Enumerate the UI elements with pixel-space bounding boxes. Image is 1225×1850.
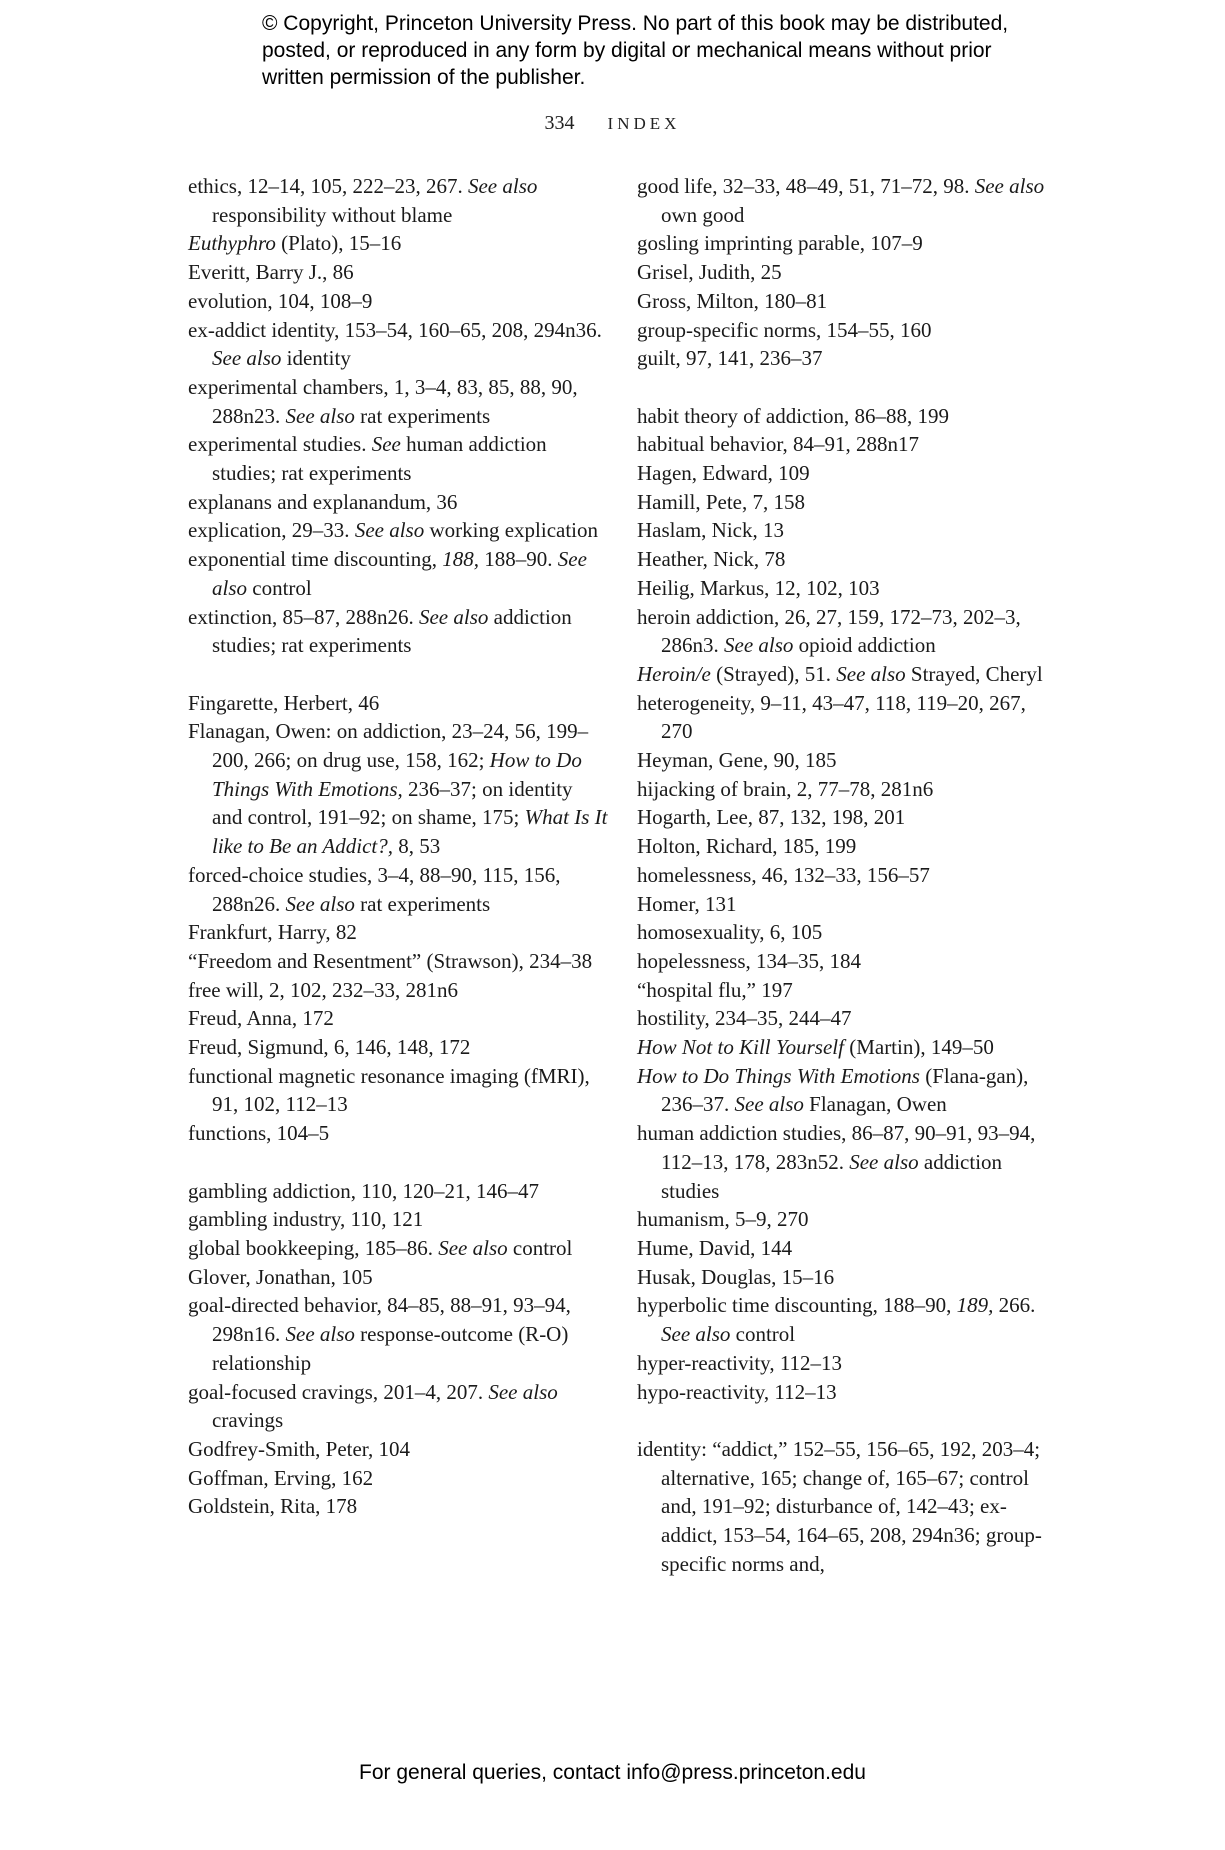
index-entry: good life, 32–33, 48–49, 51, 71–72, 98. See also own good [637, 174, 1045, 227]
index-entry: hopelessness, 134–35, 184 [637, 948, 861, 973]
footer-contact: For general queries, contact info@press.princeton.edu [359, 1761, 866, 1784]
index-entry: Everitt, Barry J., 86 [188, 260, 354, 285]
index-entry: Homer, 131 [637, 891, 737, 916]
index-entry: Grisel, Judith, 25 [637, 260, 782, 285]
index-entry: hypo-reactivity, 112–13 [637, 1379, 837, 1404]
letter-group-gap [637, 373, 1057, 402]
index-entry: Gross, Milton, 180–81 [637, 288, 828, 313]
index-entry: Fingarette, Herbert, 46 [188, 690, 380, 715]
index-entry: goal-focused cravings, 201–4, 207. See also cravings [188, 1379, 558, 1433]
letter-group-gap [188, 1148, 608, 1177]
index-entry: Hume, David, 144 [637, 1236, 793, 1260]
letter-group-gap [637, 1406, 1057, 1435]
index-entry: Goffman, Erving, 162 [188, 1465, 374, 1490]
section-title: INDEX [607, 114, 681, 133]
index-entry: experimental chambers, 1, 3–4, 83, 85, 88, 90, 288n23. See also rat experiments [188, 374, 578, 428]
index-entry: explication, 29–33. See also working explication [188, 518, 599, 543]
index-column-right [637, 172, 1057, 1578]
index-entry: gosling imprinting parable, 107–9 [637, 231, 923, 256]
index-entry: ex-addict identity, 153–54, 160–65, 208, 294n36. See also identity [188, 317, 602, 371]
index-entry: Hogarth, Lee, 87, 132, 198, 201 [637, 805, 906, 830]
index-column-left [188, 172, 608, 1521]
index-entry: Flanagan, Owen: on addiction, 23–24, 56, 199–200, 266; on drug use, 158, 162; How to Do Things With Emotions, 236–37; on identity and control, 191–92; on shame, 175; What Is It like to Be an Addict?, 8, 53 [188, 719, 608, 859]
index-entry: Holton, Richard, 185, 199 [637, 834, 857, 859]
index-entry: group-specific norms, 154–55, 160 [637, 317, 932, 342]
index-entry: explanans and explanandum, 36 [188, 489, 458, 514]
index-entry: functions, 104–5 [188, 1121, 330, 1146]
index-entry: human addiction studies, 86–87, 90–91, 93–94, 112–13, 178, 283n52. See also addiction studies [637, 1121, 1036, 1203]
index-entry: experimental studies. See human addiction studies; rat experiments [188, 432, 547, 486]
index-entry: habit theory of addiction, 86–88, 199 [637, 403, 950, 428]
letter-group-gap [188, 660, 608, 689]
index-entry: Heilig, Markus, 12, 102, 103 [637, 575, 880, 600]
index-entry: Heather, Nick, 78 [637, 547, 786, 572]
index-entry: exponential time discounting, 188, 188–90. See also control [188, 547, 587, 600]
index-entry: heroin addiction, 26, 27, 159, 172–73, 202–3, 286n3. See also opioid addiction [637, 604, 1021, 658]
index-entry: Glover, Jonathan, 105 [188, 1264, 373, 1289]
index-entry: gambling industry, 110, 121 [188, 1207, 424, 1232]
index-entry: Goldstein, Rita, 178 [188, 1494, 358, 1519]
index-entry: hostility, 234–35, 244–47 [637, 1006, 852, 1031]
index-entry: “Freedom and Resentment” (Strawson), 234–38 [188, 948, 593, 973]
index-entry: hyperbolic time discounting, 188–90, 189, 266. See also control [637, 1293, 1036, 1347]
index-entry: Husak, Douglas, 15–16 [637, 1264, 835, 1289]
index-entry: “hospital flu,” 197 [637, 977, 793, 1002]
index-entry: functional magnetic resonance imaging (fMRI), 91, 102, 112–13 [188, 1063, 590, 1117]
index-entry: guilt, 97, 141, 236–37 [637, 346, 823, 371]
index-entry: Frankfurt, Harry, 82 [188, 920, 357, 945]
index-entry: Heroin/e (Strayed), 51. See also Strayed, Cheryl [637, 661, 1043, 686]
index-entry: Heyman, Gene, 90, 185 [637, 748, 837, 773]
index-entry: Freud, Anna, 172 [188, 1006, 334, 1031]
index-entry: habitual behavior, 84–91, 288n17 [637, 432, 920, 457]
index-entry: free will, 2, 102, 232–33, 281n6 [188, 977, 459, 1002]
index-entry: Euthyphro (Plato), 15–16 [188, 231, 402, 256]
index-entry: homosexuality, 6, 105 [637, 920, 823, 945]
index-entry: Freud, Sigmund, 6, 146, 148, 172 [188, 1035, 471, 1060]
index-entry: Haslam, Nick, 13 [637, 518, 784, 543]
index-entry: humanism, 5–9, 270 [637, 1207, 809, 1232]
index-entry: homelessness, 46, 132–33, 156–57 [637, 862, 930, 887]
index-entry: evolution, 104, 108–9 [188, 288, 373, 313]
index-entry: extinction, 85–87, 288n26. See also addiction studies; rat experiments [188, 604, 572, 658]
page-number: 334 [544, 112, 575, 134]
index-entry: goal-directed behavior, 84–85, 88–91, 93–94, 298n16. See also response-outcome (R-O) relationship [188, 1293, 571, 1375]
index-entry: How to Do Things With Emotions (Flana-gan), 236–37. See also Flanagan, Owen [637, 1063, 1029, 1117]
copyright-notice: © Copyright, Princeton University Press. No part of this book may be distributed, posted, or reproduced in any form by digital or mechanical means without prior written permission of the publisher. [262, 12, 1009, 89]
index-entry: forced-choice studies, 3–4, 88–90, 115, 156, 288n26. See also rat experiments [188, 862, 561, 916]
index-entry: global bookkeeping, 185–86. See also control [188, 1235, 573, 1260]
running-head [0, 112, 1225, 135]
index-entry: hijacking of brain, 2, 77–78, 281n6 [637, 776, 934, 801]
index-entry: Hagen, Edward, 109 [637, 461, 810, 486]
index-entry: Godfrey-Smith, Peter, 104 [188, 1436, 410, 1461]
index-entry: Hamill, Pete, 7, 158 [637, 489, 805, 514]
index-entry: identity: “addict,” 152–55, 156–65, 192, 203–4; alternative, 165; change of, 165–67; control and, 191–92; disturbance of, 142–43; ex-addict, 153–54, 164–65, 208, 294n36; group-specific norms and, [637, 1436, 1042, 1576]
index-entry: gambling addiction, 110, 120–21, 146–47 [188, 1178, 539, 1203]
index-entry: How Not to Kill Yourself (Martin), 149–50 [637, 1035, 994, 1060]
index-entry: hyper-reactivity, 112–13 [637, 1350, 843, 1375]
index-entry: heterogeneity, 9–11, 43–47, 118, 119–20, 267, 270 [637, 690, 1026, 744]
index-entry: ethics, 12–14, 105, 222–23, 267. See also responsibility without blame [188, 174, 538, 227]
